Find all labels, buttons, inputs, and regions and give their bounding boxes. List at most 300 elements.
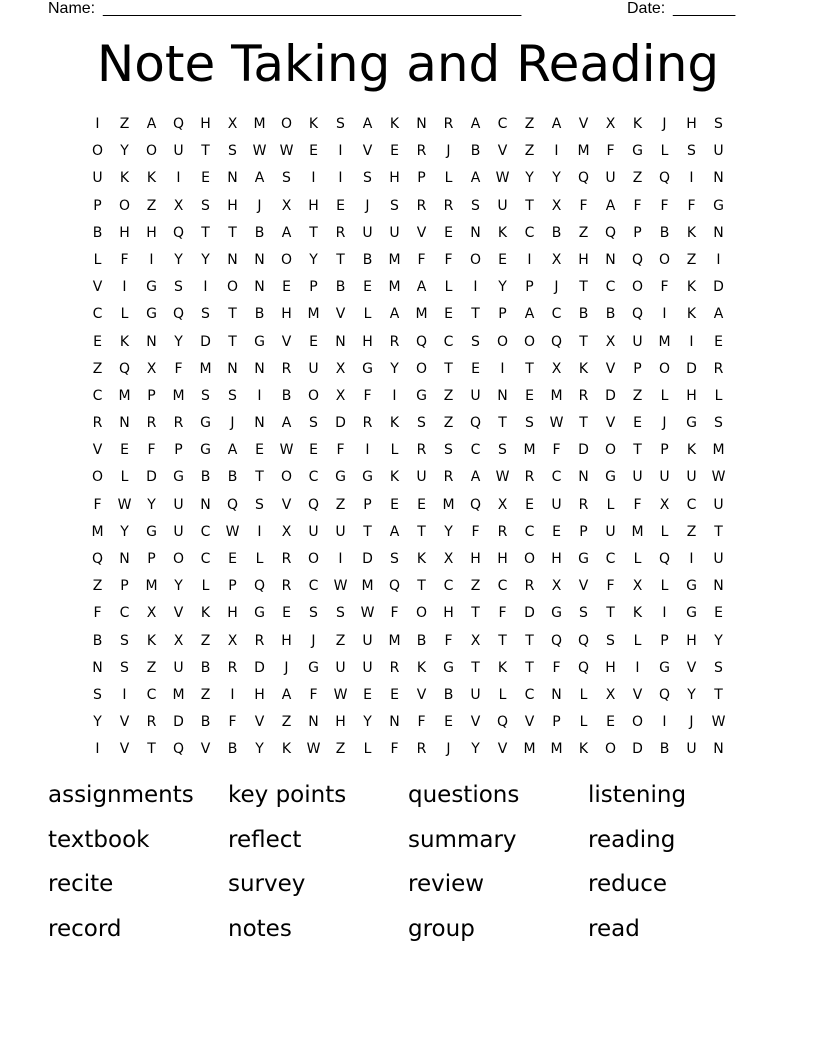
grid-letter[interactable]: N	[713, 578, 724, 595]
grid-letter[interactable]: M	[91, 523, 104, 540]
grid-letter[interactable]: L	[633, 551, 642, 567]
grid-letter[interactable]: N	[470, 224, 481, 241]
grid-letter[interactable]: S	[714, 116, 723, 132]
grid-letter[interactable]: S	[471, 333, 480, 350]
grid-letter[interactable]: G	[686, 415, 697, 432]
grid-letter[interactable]: F	[390, 605, 399, 622]
grid-letter[interactable]: Y	[444, 523, 453, 540]
grid-letter[interactable]: C	[605, 551, 616, 567]
grid-letter[interactable]: U	[497, 197, 508, 214]
grid-letter[interactable]: M	[172, 686, 185, 703]
grid-letter[interactable]: S	[498, 442, 507, 459]
grid-letter[interactable]: F	[363, 387, 372, 404]
grid-letter[interactable]: O	[307, 551, 320, 567]
grid-letter[interactable]: M	[523, 442, 536, 459]
grid-letter[interactable]: K	[146, 632, 157, 649]
grid-letter[interactable]: N	[551, 686, 562, 703]
grid-letter[interactable]: M	[442, 496, 455, 513]
grid-letter[interactable]: F	[471, 523, 480, 540]
grid-letter[interactable]: U	[308, 523, 319, 540]
grid-letter[interactable]: V	[254, 714, 265, 731]
grid-letter[interactable]: D	[578, 442, 589, 459]
grid-letter[interactable]: C	[551, 469, 562, 486]
grid-letter[interactable]: Q	[172, 116, 185, 132]
grid-letter[interactable]: H	[362, 333, 373, 350]
grid-letter[interactable]: I	[500, 360, 505, 377]
grid-letter[interactable]: S	[606, 632, 615, 649]
grid-letter[interactable]: B	[362, 251, 373, 268]
grid-letter[interactable]: J	[257, 197, 262, 214]
grid-letter[interactable]: N	[389, 714, 400, 731]
grid-letter[interactable]: N	[227, 251, 238, 268]
grid-letter[interactable]: N	[713, 741, 724, 758]
grid-letter[interactable]: S	[417, 415, 426, 432]
grid-letter[interactable]: H	[551, 551, 562, 567]
grid-letter[interactable]: Y	[174, 251, 183, 268]
grid-letter[interactable]: U	[173, 496, 184, 513]
grid-letter[interactable]: V	[497, 143, 508, 160]
grid-letter[interactable]: E	[444, 306, 453, 323]
grid-letter[interactable]: D	[146, 469, 157, 486]
grid-letter[interactable]: X	[551, 251, 562, 268]
grid-letter[interactable]: K	[308, 116, 319, 132]
grid-letter[interactable]: N	[92, 659, 103, 676]
grid-letter[interactable]: X	[470, 632, 481, 649]
grid-letter[interactable]: Q	[577, 659, 590, 676]
grid-letter[interactable]: U	[416, 469, 427, 486]
grid-letter[interactable]: V	[524, 714, 535, 731]
grid-letter[interactable]: K	[578, 360, 589, 377]
grid-letter[interactable]: R	[578, 496, 589, 513]
grid-letter[interactable]: F	[660, 279, 669, 296]
grid-letter[interactable]: Y	[201, 251, 210, 268]
grid-letter[interactable]: Z	[146, 197, 157, 214]
grid-letter[interactable]: M	[118, 387, 131, 404]
grid-letter[interactable]: A	[551, 116, 562, 132]
grid-letter[interactable]: S	[201, 387, 210, 404]
grid-letter[interactable]: Q	[658, 170, 671, 187]
grid-letter[interactable]: F	[606, 578, 615, 595]
grid-letter[interactable]: Q	[253, 578, 266, 595]
grid-letter[interactable]: I	[662, 306, 667, 323]
grid-letter[interactable]: A	[227, 442, 238, 459]
grid-letter[interactable]: L	[660, 578, 669, 595]
grid-letter[interactable]: E	[363, 686, 372, 703]
grid-letter[interactable]: L	[120, 469, 129, 486]
grid-letter[interactable]: O	[415, 360, 428, 377]
grid-letter[interactable]: V	[497, 741, 508, 758]
grid-letter[interactable]: O	[226, 279, 239, 296]
grid-letter[interactable]: T	[363, 523, 372, 540]
grid-letter[interactable]: S	[309, 605, 318, 622]
grid-letter[interactable]: T	[525, 659, 534, 676]
grid-letter[interactable]: B	[254, 224, 265, 241]
grid-letter[interactable]: R	[443, 116, 454, 132]
grid-letter[interactable]: D	[686, 360, 697, 377]
grid-letter[interactable]: A	[524, 306, 535, 323]
grid-letter[interactable]: S	[579, 605, 588, 622]
grid-letter[interactable]: M	[388, 251, 401, 268]
grid-letter[interactable]: Q	[469, 415, 482, 432]
grid-letter[interactable]: I	[554, 143, 559, 160]
grid-letter[interactable]: P	[120, 578, 129, 595]
grid-letter[interactable]: Z	[443, 415, 454, 432]
grid-letter[interactable]: K	[281, 741, 292, 758]
grid-letter[interactable]: Z	[335, 496, 346, 513]
grid-letter[interactable]: Z	[632, 387, 643, 404]
grid-letter[interactable]: X	[605, 686, 616, 703]
grid-letter[interactable]: X	[335, 387, 346, 404]
grid-letter[interactable]: C	[497, 116, 508, 132]
grid-letter[interactable]: I	[392, 387, 397, 404]
grid-letter[interactable]: O	[658, 251, 671, 268]
grid-letter[interactable]: Q	[631, 306, 644, 323]
grid-letter[interactable]: K	[578, 741, 589, 758]
grid-letter[interactable]: S	[201, 197, 210, 214]
grid-letter[interactable]: I	[527, 251, 532, 268]
grid-letter[interactable]: V	[632, 686, 643, 703]
grid-letter[interactable]: U	[335, 659, 346, 676]
grid-letter[interactable]: Z	[92, 578, 103, 595]
grid-letter[interactable]: P	[498, 306, 507, 323]
grid-letter[interactable]: S	[525, 415, 534, 432]
grid-letter[interactable]: S	[471, 197, 480, 214]
grid-letter[interactable]: K	[416, 659, 427, 676]
grid-letter[interactable]: L	[498, 686, 507, 703]
grid-letter[interactable]: Z	[119, 116, 130, 132]
grid-letter[interactable]: R	[281, 578, 292, 595]
grid-letter[interactable]: H	[227, 605, 238, 622]
grid-letter[interactable]: D	[362, 551, 373, 567]
grid-letter[interactable]: T	[336, 251, 345, 268]
grid-letter[interactable]: E	[471, 360, 480, 377]
grid-letter[interactable]: P	[552, 714, 561, 731]
grid-letter[interactable]: A	[389, 306, 400, 323]
grid-letter[interactable]: U	[686, 741, 697, 758]
grid-letter[interactable]: K	[632, 605, 643, 622]
grid-letter[interactable]: U	[173, 523, 184, 540]
grid-letter[interactable]: G	[605, 469, 616, 486]
grid-letter[interactable]: Z	[335, 741, 346, 758]
grid-letter[interactable]: C	[92, 306, 103, 323]
grid-letter[interactable]: G	[362, 469, 373, 486]
grid-letter[interactable]: F	[93, 605, 102, 622]
grid-letter[interactable]: R	[416, 442, 427, 459]
grid-letter[interactable]: G	[335, 469, 346, 486]
grid-letter[interactable]: M	[361, 578, 374, 595]
grid-letter[interactable]: X	[605, 333, 616, 350]
grid-letter[interactable]: C	[524, 224, 535, 241]
grid-letter[interactable]: E	[633, 415, 642, 432]
grid-letter[interactable]: E	[525, 387, 534, 404]
grid-letter[interactable]: D	[632, 741, 643, 758]
grid-letter[interactable]: Y	[390, 360, 399, 377]
grid-letter[interactable]: Q	[172, 306, 185, 323]
grid-letter[interactable]: G	[551, 605, 562, 622]
grid-letter[interactable]: E	[201, 170, 210, 187]
grid-letter[interactable]: H	[578, 251, 589, 268]
grid-letter[interactable]: M	[307, 306, 320, 323]
grid-letter[interactable]: K	[389, 415, 400, 432]
grid-letter[interactable]: U	[470, 686, 481, 703]
grid-letter[interactable]: L	[579, 686, 588, 703]
grid-letter[interactable]: U	[605, 170, 616, 187]
grid-letter[interactable]: V	[200, 741, 211, 758]
grid-letter[interactable]: Y	[174, 578, 183, 595]
grid-letter[interactable]: W	[360, 605, 375, 622]
grid-letter[interactable]: U	[173, 659, 184, 676]
grid-letter[interactable]: B	[416, 632, 427, 649]
grid-letter[interactable]: P	[147, 551, 156, 567]
grid-letter[interactable]: A	[254, 170, 265, 187]
grid-letter[interactable]: G	[146, 306, 157, 323]
grid-letter[interactable]: A	[281, 415, 292, 432]
grid-letter[interactable]: P	[525, 279, 534, 296]
grid-letter[interactable]: C	[443, 578, 454, 595]
grid-letter[interactable]: S	[228, 143, 237, 160]
grid-letter[interactable]: N	[416, 116, 427, 132]
grid-letter[interactable]: I	[689, 333, 694, 350]
grid-letter[interactable]: I	[95, 741, 100, 758]
grid-letter[interactable]: X	[497, 496, 508, 513]
grid-letter[interactable]: U	[389, 224, 400, 241]
grid-letter[interactable]: N	[605, 251, 616, 268]
grid-letter[interactable]: R	[416, 143, 427, 160]
grid-letter[interactable]: Q	[172, 224, 185, 241]
grid-letter[interactable]: Y	[498, 279, 507, 296]
grid-letter[interactable]: B	[281, 387, 292, 404]
grid-letter[interactable]: J	[446, 143, 451, 160]
grid-letter[interactable]: O	[658, 360, 671, 377]
grid-letter[interactable]: W	[711, 469, 726, 486]
grid-letter[interactable]: O	[604, 741, 617, 758]
grid-letter[interactable]: C	[308, 578, 319, 595]
grid-letter[interactable]: Z	[281, 714, 292, 731]
grid-letter[interactable]: P	[363, 496, 372, 513]
grid-letter[interactable]: U	[632, 333, 643, 350]
grid-letter[interactable]: L	[660, 143, 669, 160]
grid-letter[interactable]: A	[146, 116, 157, 132]
grid-letter[interactable]: Q	[550, 333, 563, 350]
grid-letter[interactable]: L	[390, 442, 399, 459]
grid-letter[interactable]: C	[524, 523, 535, 540]
grid-letter[interactable]: E	[714, 333, 723, 350]
grid-letter[interactable]: F	[633, 197, 642, 214]
grid-letter[interactable]: Y	[147, 496, 156, 513]
grid-letter[interactable]: T	[228, 306, 237, 323]
grid-letter[interactable]: E	[390, 143, 399, 160]
grid-letter[interactable]: O	[91, 469, 104, 486]
grid-letter[interactable]: N	[254, 360, 265, 377]
grid-letter[interactable]: T	[579, 333, 588, 350]
grid-letter[interactable]: W	[495, 469, 510, 486]
grid-letter[interactable]: E	[309, 333, 318, 350]
grid-letter[interactable]: U	[362, 659, 373, 676]
grid-letter[interactable]: F	[336, 442, 345, 459]
grid-letter[interactable]: S	[93, 686, 102, 703]
grid-letter[interactable]: A	[416, 279, 427, 296]
grid-letter[interactable]: X	[227, 632, 238, 649]
grid-letter[interactable]: R	[713, 360, 724, 377]
grid-letter[interactable]: O	[118, 197, 131, 214]
grid-letter[interactable]: T	[633, 442, 642, 459]
grid-letter[interactable]: P	[660, 442, 669, 459]
grid-letter[interactable]: I	[338, 170, 343, 187]
grid-letter[interactable]: E	[363, 279, 372, 296]
grid-letter[interactable]: K	[632, 116, 643, 132]
grid-letter[interactable]: U	[713, 551, 724, 567]
grid-letter[interactable]: N	[119, 415, 130, 432]
grid-letter[interactable]: I	[122, 686, 127, 703]
grid-letter[interactable]: B	[551, 224, 562, 241]
grid-letter[interactable]: T	[471, 605, 480, 622]
grid-letter[interactable]: F	[147, 442, 156, 459]
grid-letter[interactable]: N	[119, 551, 130, 567]
grid-letter[interactable]: O	[415, 605, 428, 622]
grid-letter[interactable]: W	[279, 442, 294, 459]
grid-letter[interactable]: U	[173, 143, 184, 160]
grid-letter[interactable]: O	[280, 469, 293, 486]
grid-letter[interactable]: V	[416, 224, 427, 241]
grid-letter[interactable]: D	[173, 714, 184, 731]
grid-letter[interactable]: K	[389, 469, 400, 486]
grid-letter[interactable]: R	[416, 197, 427, 214]
grid-letter[interactable]: R	[146, 415, 157, 432]
grid-letter[interactable]: S	[174, 279, 183, 296]
grid-letter[interactable]: T	[417, 523, 426, 540]
grid-letter[interactable]: S	[336, 116, 345, 132]
grid-letter[interactable]: G	[200, 442, 211, 459]
grid-letter[interactable]: I	[122, 279, 127, 296]
grid-letter[interactable]: P	[633, 224, 642, 241]
grid-letter[interactable]: L	[255, 551, 264, 567]
grid-letter[interactable]: X	[281, 523, 292, 540]
grid-letter[interactable]: G	[632, 143, 643, 160]
grid-letter[interactable]: O	[172, 551, 185, 567]
grid-letter[interactable]: K	[497, 659, 508, 676]
grid-letter[interactable]: K	[119, 333, 130, 350]
grid-letter[interactable]: D	[524, 605, 535, 622]
grid-letter[interactable]: C	[308, 469, 319, 486]
grid-letter[interactable]: F	[552, 442, 561, 459]
grid-letter[interactable]: C	[605, 279, 616, 296]
grid-letter[interactable]: Z	[200, 632, 211, 649]
grid-letter[interactable]: U	[92, 170, 103, 187]
grid-letter[interactable]: X	[146, 360, 157, 377]
grid-letter[interactable]: Z	[686, 523, 697, 540]
grid-letter[interactable]: T	[606, 605, 615, 622]
grid-letter[interactable]: K	[146, 170, 157, 187]
grid-letter[interactable]: A	[470, 469, 481, 486]
grid-letter[interactable]: E	[120, 442, 129, 459]
grid-letter[interactable]: I	[149, 251, 154, 268]
grid-letter[interactable]: W	[252, 143, 267, 160]
grid-letter[interactable]: P	[309, 279, 318, 296]
grid-letter[interactable]: T	[714, 686, 723, 703]
grid-letter[interactable]: Y	[255, 741, 264, 758]
grid-letter[interactable]: U	[362, 632, 373, 649]
grid-letter[interactable]: F	[417, 714, 426, 731]
grid-letter[interactable]: J	[689, 714, 694, 731]
grid-letter[interactable]: B	[200, 714, 211, 731]
grid-letter[interactable]: I	[662, 714, 667, 731]
grid-letter[interactable]: H	[335, 714, 346, 731]
grid-letter[interactable]: N	[578, 469, 589, 486]
grid-letter[interactable]: K	[497, 224, 508, 241]
grid-letter[interactable]: Q	[631, 251, 644, 268]
grid-letter[interactable]: J	[446, 741, 451, 758]
grid-letter[interactable]: K	[686, 279, 697, 296]
grid-letter[interactable]: T	[201, 224, 210, 241]
grid-letter[interactable]: M	[415, 306, 428, 323]
grid-letter[interactable]: L	[606, 496, 615, 513]
grid-letter[interactable]: M	[145, 578, 158, 595]
grid-letter[interactable]: D	[335, 415, 346, 432]
grid-letter[interactable]: S	[714, 415, 723, 432]
grid-letter[interactable]: K	[686, 306, 697, 323]
grid-letter[interactable]: Q	[658, 686, 671, 703]
grid-letter[interactable]: X	[551, 197, 562, 214]
grid-letter[interactable]: U	[551, 496, 562, 513]
grid-letter[interactable]: Z	[92, 360, 103, 377]
grid-letter[interactable]: C	[686, 496, 697, 513]
grid-letter[interactable]: D	[713, 279, 724, 296]
grid-letter[interactable]: P	[660, 632, 669, 649]
grid-letter[interactable]: T	[444, 360, 453, 377]
grid-letter[interactable]: G	[146, 523, 157, 540]
grid-letter[interactable]: B	[605, 306, 616, 323]
grid-letter[interactable]: V	[335, 306, 346, 323]
grid-letter[interactable]: E	[282, 605, 291, 622]
grid-letter[interactable]: M	[388, 279, 401, 296]
grid-letter[interactable]: F	[174, 360, 183, 377]
grid-letter[interactable]: N	[200, 496, 211, 513]
grid-letter[interactable]: L	[633, 632, 642, 649]
grid-letter[interactable]: G	[254, 333, 265, 350]
grid-letter[interactable]: E	[282, 279, 291, 296]
grid-letter[interactable]: E	[498, 251, 507, 268]
grid-letter[interactable]: Y	[174, 333, 183, 350]
grid-letter[interactable]: U	[713, 143, 724, 160]
grid-letter[interactable]: I	[95, 116, 100, 132]
grid-letter[interactable]: A	[470, 170, 481, 187]
grid-letter[interactable]: C	[551, 306, 562, 323]
grid-letter[interactable]: Y	[714, 632, 723, 649]
grid-letter[interactable]: T	[498, 632, 507, 649]
grid-letter[interactable]: Z	[146, 659, 157, 676]
grid-letter[interactable]: X	[281, 197, 292, 214]
grid-letter[interactable]: I	[473, 279, 478, 296]
grid-letter[interactable]: L	[93, 251, 102, 268]
grid-letter[interactable]: E	[390, 496, 399, 513]
grid-letter[interactable]: S	[687, 143, 696, 160]
grid-letter[interactable]: T	[471, 659, 480, 676]
grid-letter[interactable]: A	[281, 224, 292, 241]
grid-letter[interactable]: F	[498, 605, 507, 622]
grid-letter[interactable]: R	[254, 632, 265, 649]
grid-letter[interactable]: C	[497, 578, 508, 595]
grid-letter[interactable]: F	[444, 632, 453, 649]
grid-letter[interactable]: W	[549, 415, 564, 432]
grid-letter[interactable]: E	[228, 551, 237, 567]
grid-letter[interactable]: K	[119, 170, 130, 187]
grid-letter[interactable]: E	[606, 714, 615, 731]
grid-letter[interactable]: Q	[469, 496, 482, 513]
grid-letter[interactable]: R	[524, 578, 535, 595]
grid-letter[interactable]: Z	[578, 224, 589, 241]
grid-letter[interactable]: H	[497, 551, 508, 567]
grid-letter[interactable]: N	[713, 224, 724, 241]
